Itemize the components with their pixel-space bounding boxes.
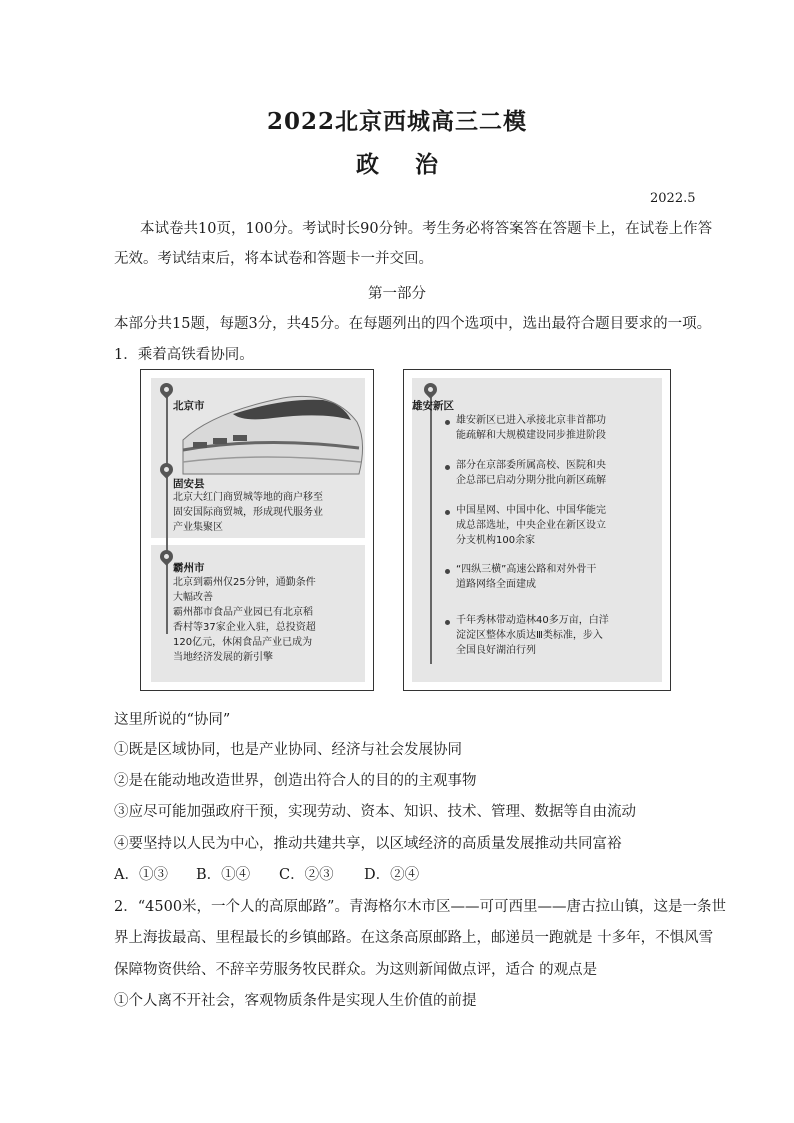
xiongan-item-5-line-2: 淀淀区整体水质达Ⅲ类标准，步入 <box>456 630 603 641</box>
xiongan-item-3-line-2: 成总部选址，中央企业在新区设立 <box>456 520 606 531</box>
statement-2: ②是在能动地改造世界，创造出符合人的目的的主观事物 <box>114 773 477 789</box>
xiongan-line <box>430 394 432 664</box>
option-d: D．②④ <box>364 867 420 883</box>
xiongan-item-5-line-1: 千年秀林带动造林40多万亩，白洋 <box>456 615 609 626</box>
option-a: A．①③ <box>114 867 168 883</box>
xiongan-item-3-line-3: 分支机构100余家 <box>456 535 536 546</box>
xiongan-item-5-line-3: 全国良好湖泊行列 <box>456 645 536 656</box>
statement-4: ④要坚持以人民为中心，推动共建共享，以区域经济的高质量发展推动共同富裕 <box>114 836 622 852</box>
xiongan-item-1-line-1: 雄安新区已进入承接北京非首都功 <box>456 415 606 426</box>
bullet-dot <box>445 420 450 425</box>
route-line <box>166 394 168 634</box>
xiongan-item-4-line-1: “四纵三横”高速公路和对外骨干 <box>456 564 597 575</box>
label-xiongan: 雄安新区 <box>412 400 454 412</box>
bullet-dot <box>445 510 450 515</box>
bullet-dot <box>445 620 450 625</box>
xiongan-item-1-line-2: 能疏解和大规模建设同步推进阶段 <box>456 430 606 441</box>
bazhou-text-3: 霸州都市食品产业园已有北京稻 <box>173 607 313 618</box>
question-1-stem: 1．乘着高铁看协同。 <box>114 347 254 363</box>
exam-subject: 政治 <box>356 151 474 178</box>
bullet-dot <box>445 569 450 574</box>
bullet-dot <box>445 465 450 470</box>
xiongan-item-3-line-1: 中国星网、中国中化、中国华能完 <box>456 505 606 516</box>
question-2-line-3: 保障物资供给、不辞辛劳服务牧民群众。为这则新闻做点评，适合 的观点是 <box>114 962 598 978</box>
option-c: C．②③ <box>279 867 334 883</box>
question-2-line-1: 2．“4500米，一个人的高原邮路”。青海格尔木市区——可可西里——唐古拉山镇，这是一条世 <box>114 899 726 915</box>
question-2-statement-1: ①个人离不开社会，客观物质条件是实现人生价值的前提 <box>114 993 477 1009</box>
guan-text-3: 产业集聚区 <box>173 522 223 533</box>
option-b: B．①④ <box>196 867 251 883</box>
intro-line-2: 无效。考试结束后，将本试卷和答题卡一并交回。 <box>114 251 433 267</box>
guan-text-2: 固安国际商贸城，形成现代服务业 <box>173 507 323 518</box>
xiongan-item-2-line-2: 企总部已启动分期分批向新区疏解 <box>456 475 606 486</box>
question-2-line-2: 界上海拔最高、里程最长的乡镇邮路。在这条高原邮路上，邮递员一跑就是 十多年，不惧风雪 <box>114 930 714 946</box>
exam-title: 2022北京西城高三二模 <box>266 108 527 135</box>
bazhou-text-2: 大幅改善 <box>173 592 213 603</box>
label-bazhou: 霸州市 <box>173 562 205 574</box>
bazhou-text-4: 香村等37家企业入驻，总投资超 <box>173 622 316 633</box>
xiongan-item-4-line-2: 道路网络全面建成 <box>456 579 536 590</box>
label-guan: 固安县 <box>173 478 205 490</box>
statement-3: ③应尽可能加强政府干预，实现劳动、资本、知识、技术、管理、数据等自由流动 <box>114 804 636 820</box>
intro-line-1: 本试卷共10页，100分。考试时长90分钟。考生务必将答案答在答题卡上，在试卷上作答 <box>140 221 713 237</box>
guan-text-1: 北京大红门商贸城等地的商户移至 <box>173 492 323 503</box>
part-heading: 第一部分 <box>368 286 426 302</box>
exam-date: 2022.5 <box>650 191 696 206</box>
figure-rail-route <box>140 369 374 691</box>
xiongan-item-2-line-1: 部分在京部委所属高校、医院和央 <box>456 460 606 471</box>
bazhou-text-5: 120亿元，休闲食品产业已成为 <box>173 637 313 648</box>
figure-xiongan <box>403 369 671 691</box>
bazhou-text-1: 北京到霸州仅25分钟，通勤条件 <box>173 577 316 588</box>
part-instruction: 本部分共15题，每题3分，共45分。在每题列出的四个选项中，选出最符合题目要求的一项。 <box>114 316 712 332</box>
bazhou-text-6: 当地经济发展的新引擎 <box>173 652 273 663</box>
question-1-prompt: 这里所说的“协同” <box>114 712 231 728</box>
statement-1: ①既是区域协同，也是产业协同、经济与社会发展协同 <box>114 742 462 758</box>
train-illustration <box>173 382 369 482</box>
label-beijing: 北京市 <box>173 400 205 412</box>
